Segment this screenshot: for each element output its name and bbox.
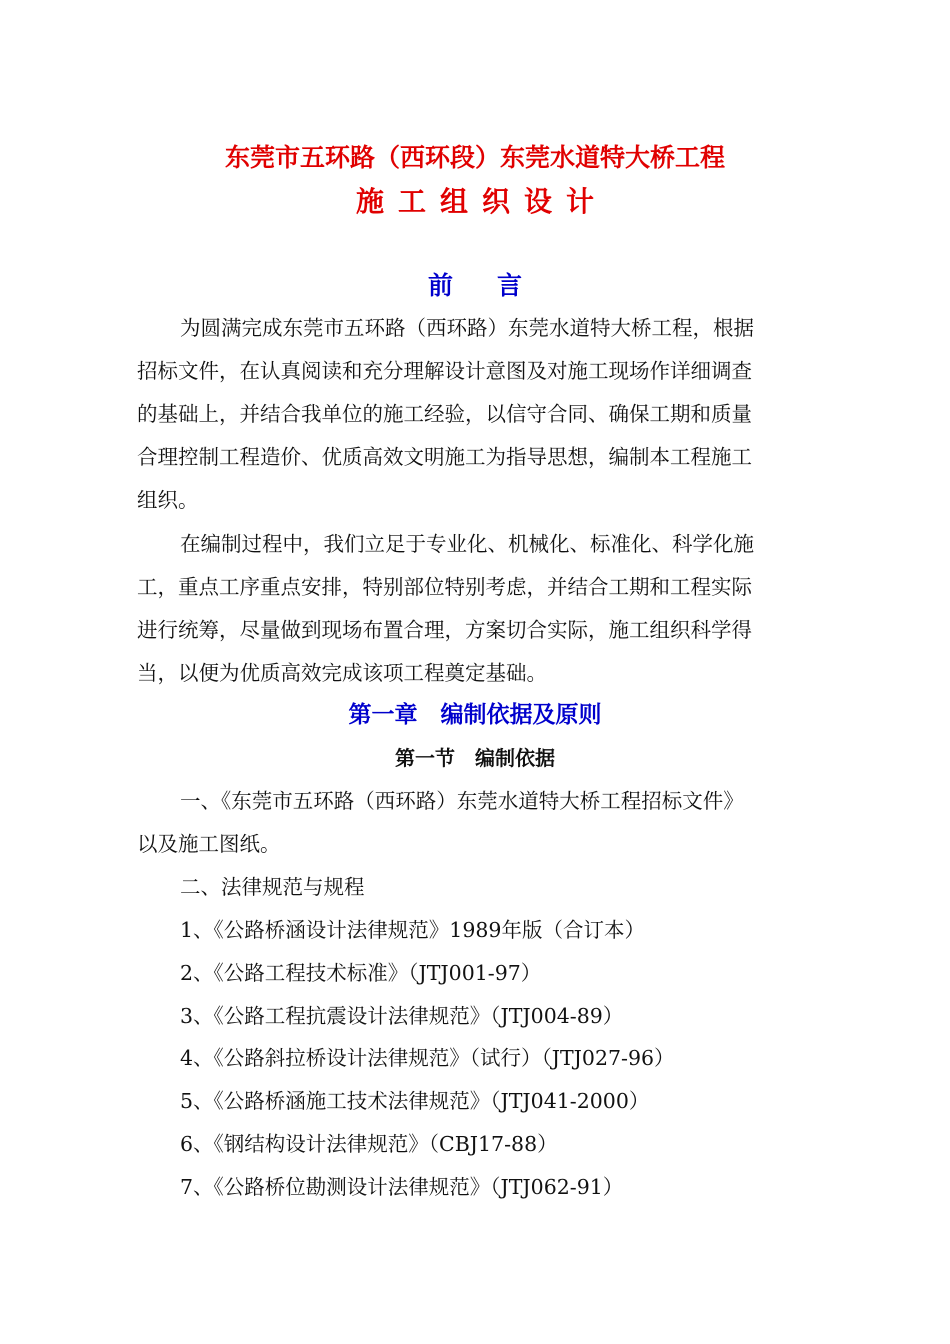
- document-title-line2: 施工组织设计: [355, 185, 608, 218]
- regulation-item: 7、《公路桥位勘测设计法律规范》（JTJ062-91）: [180, 1175, 624, 1199]
- preface-p1-line3: 的基础上，并结合我单位的施工经验，以信守合同、确保工期和质量: [137, 402, 752, 426]
- document-title-line1: 东莞市五环路（西环段）东莞水道特大桥工程: [224, 143, 725, 172]
- basis-item1-line1: 一、《东莞市五环路（西环路）东莞水道特大桥工程招标文件》: [180, 789, 744, 813]
- section-heading: 第一节 编制依据: [395, 746, 555, 770]
- preface-p1-line4: 合理控制工程造价、优质高效文明施工为指导思想，编制本工程施工: [137, 445, 752, 469]
- regulation-item: 1、《公路桥涵设计法律规范》1989年版（合订本）: [180, 918, 645, 942]
- regulation-item: 2、《公路工程技术标准》（JTJ001-97）: [180, 961, 542, 985]
- regulation-item: 5、《公路桥涵施工技术法律规范》（JTJ041-2000）: [180, 1089, 650, 1113]
- preface-heading: 前言: [427, 271, 566, 300]
- preface-p2-line2: 工，重点工序重点安排，特别部位特别考虑，并结合工期和工程实际: [137, 575, 752, 599]
- regulation-item: 4、《公路斜拉桥设计法律规范》（试行）（JTJ027-96）: [180, 1046, 675, 1070]
- regulation-item: 6、《钢结构设计法律规范》（CBJ17-88）: [180, 1132, 558, 1156]
- chapter-heading: 第一章 编制依据及原则: [348, 702, 602, 728]
- preface-p2-line4: 当，以便为优质高效完成该项工程奠定基础。: [137, 661, 547, 685]
- basis-item2: 二、法律规范与规程: [180, 875, 365, 899]
- preface-p2-line3: 进行统筹，尽量做到现场布置合理，方案切合实际，施工组织科学得: [137, 618, 752, 642]
- preface-p2-line1: 在编制过程中，我们立足于专业化、机械化、标准化、科学化施: [180, 532, 754, 556]
- regulation-item: 3、《公路工程抗震设计法律规范》（JTJ004-89）: [180, 1004, 624, 1028]
- preface-p1-line1: 为圆满完成东莞市五环路（西环路）东莞水道特大桥工程，根据: [180, 316, 754, 340]
- preface-p1-line2: 招标文件，在认真阅读和充分理解设计意图及对施工现场作详细调查: [137, 359, 752, 383]
- basis-item1-line2: 以及施工图纸。: [137, 832, 281, 856]
- preface-p1-line5: 组织。: [137, 488, 199, 512]
